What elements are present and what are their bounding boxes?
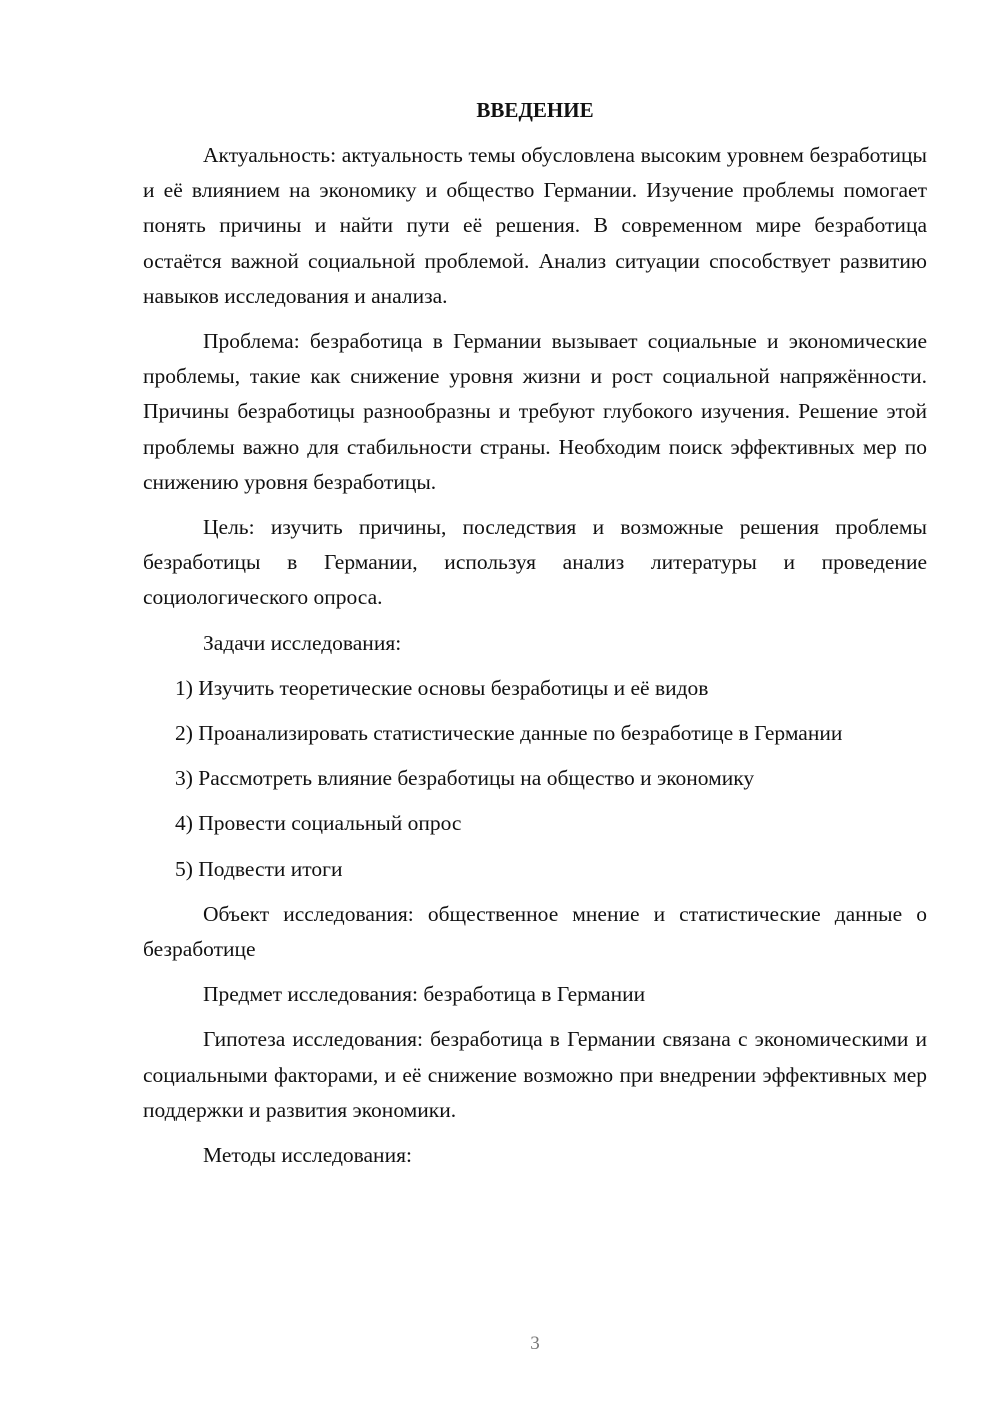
document-page <box>143 96 927 1183</box>
task-item: 2) Проанализировать статистические данные по безработице в Германии <box>175 721 843 746</box>
relevance-paragraph: Актуальность: актуальность темы обусловлена высоким уровнем безработицы и её влиянием на экономику и общество Германии. Изучение проблемы помогает понять причины и найти пути её решения. В современном мире безработица остаётся важной социальной проблемой. Анализ ситуации способствует развитию навыков исследования и анализа. <box>143 143 927 308</box>
task-item: 5) Подвести итоги <box>175 856 343 881</box>
hypothesis-paragraph: Гипотеза исследования: безработица в Германии связана с экономическими и социальными факторами, и её снижение возможно при внедрении эффективных мер поддержки и развития экономики. <box>143 1027 927 1122</box>
task-item: 1) Изучить теоретические основы безработицы и её видов <box>175 675 709 700</box>
page-number: 3 <box>530 1333 540 1354</box>
object-paragraph: Объект исследования: общественное мнение и статистические данные о безработице <box>143 901 927 962</box>
page-title: ВВЕДЕНИЕ <box>476 98 594 122</box>
task-item: 4) Провести социальный опрос <box>175 811 462 836</box>
goal-paragraph: Цель: изучить причины, последствия и возможные решения проблемы безработицы в Германии, используя анализ литературы и проведение социологического опроса. <box>143 515 927 610</box>
methods-heading: Методы исследования: <box>203 1143 412 1168</box>
tasks-heading: Задачи исследования: <box>203 630 402 655</box>
subject-paragraph: Предмет исследования: безработица в Германии <box>203 982 646 1007</box>
problem-paragraph: Проблема: безработица в Германии вызывает социальные и экономические проблемы, такие как снижение уровня жизни и рост социальной напряжённости. Причины безработицы разнообразны и требуют глубокого изучения. Решение этой проблемы важно для стабильности страны. Необходим поиск эффективных мер по снижению уровня безработицы. <box>143 329 927 494</box>
task-item: 3) Рассмотреть влияние безработицы на общество и экономику <box>175 766 755 791</box>
